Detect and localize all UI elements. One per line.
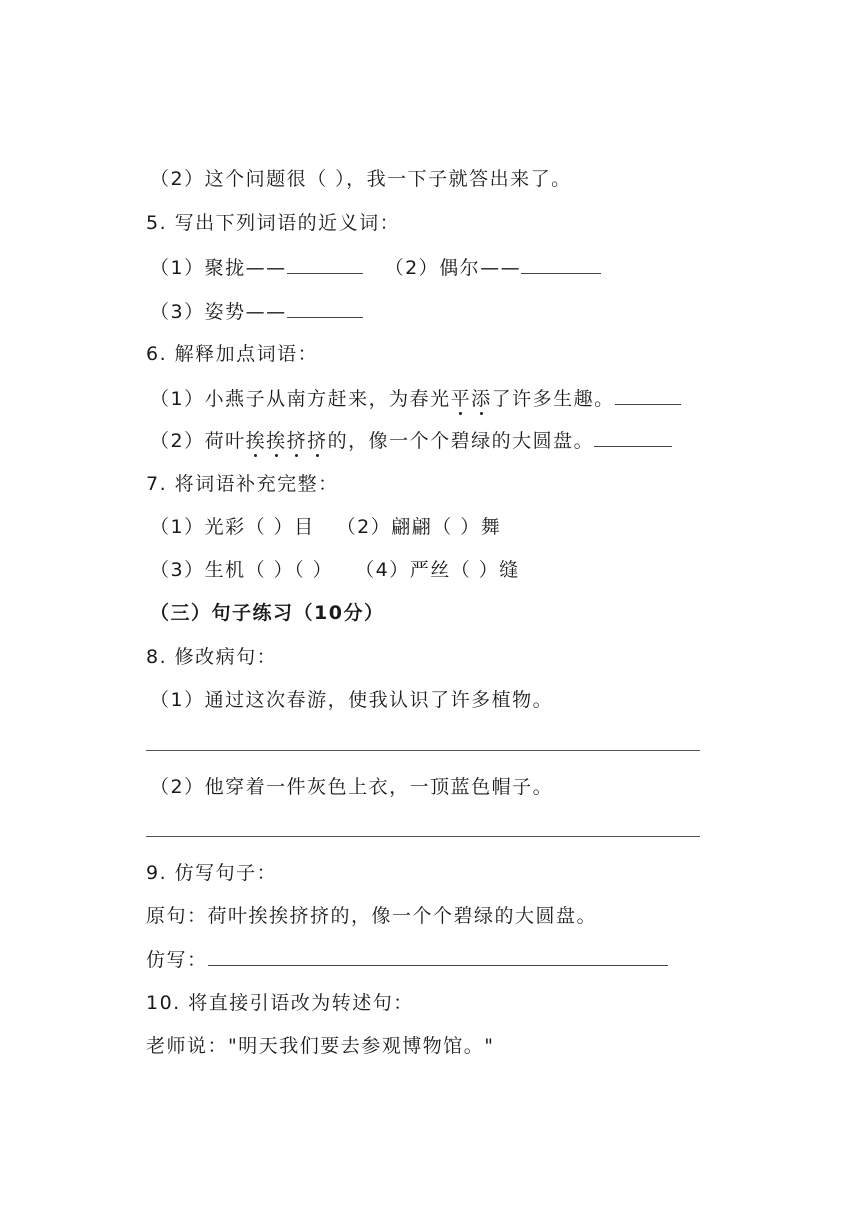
q6-item-2: [150, 428, 672, 453]
dotted-word: [451, 388, 492, 410]
q5-item-3: （3）姿势——: [150, 301, 287, 323]
answer-blank[interactable]: [615, 386, 681, 405]
answer-blank[interactable]: [287, 299, 363, 318]
dotted-char: 挨: [245, 430, 267, 452]
dotted-char: 挤: [286, 430, 308, 452]
q5-title: 5. 写出下列词语的近义词：: [146, 212, 401, 234]
q7-item-2: （2）翩翩（ ）舞: [336, 516, 502, 538]
answer-line[interactable]: [146, 836, 700, 837]
q5-item-row-1: [150, 255, 601, 280]
q7-item-3: （3）生机（ ）（ ）: [150, 559, 334, 581]
q7-item-1: （1）光彩（ ）目: [150, 516, 315, 538]
q5-item-1: （1）聚拢——: [150, 257, 287, 279]
q6-item-2-text: （2）荷叶: [150, 430, 246, 452]
q9-title: 9. 仿写句子：: [146, 862, 278, 884]
q7-row-1: [150, 515, 501, 539]
q7-row-2: [150, 558, 520, 582]
q8-title: 8. 修改病句：: [146, 646, 278, 668]
answer-blank[interactable]: [521, 255, 601, 274]
q7-item-4: （4）严丝（ ）缝: [355, 559, 520, 581]
q9-imitate-label: 仿写：: [146, 949, 208, 971]
q6-title: 6. 解释加点词语：: [146, 343, 319, 365]
q10-sentence: 老师说："明天我们要去参观博物馆。": [146, 1035, 495, 1057]
answer-blank[interactable]: [594, 428, 672, 447]
q8-item-2: （2）他穿着一件灰色上衣，一顶蓝色帽子。: [150, 776, 554, 798]
q6-item-1-text: （1）小燕子从南方赶来，为春光: [150, 388, 451, 410]
q5-item-2: （2）偶尔——: [384, 257, 522, 279]
dotted-word: [246, 430, 328, 452]
section-heading: （三）句子练习（10分）: [150, 602, 385, 624]
q4-item-2: （2）这个问题很（ ），我一下子就答出来了。: [150, 168, 572, 190]
answer-blank[interactable]: [287, 255, 363, 274]
q7-title: 7. 将词语补充完整：: [146, 473, 339, 495]
q6-item-1: [150, 386, 681, 411]
answer-blank[interactable]: [208, 947, 668, 966]
q6-item-1-text-end: 了许多生趣。: [491, 388, 615, 410]
dotted-char: 挤: [307, 430, 328, 452]
answer-line[interactable]: [146, 750, 700, 751]
q10-title: 10. 将直接引语改为转述句：: [146, 992, 414, 1014]
q6-item-2-text-end: 的，像一个个碧绿的大圆盘。: [327, 430, 595, 452]
q9-original: 原句：荷叶挨挨挤挤的，像一个个碧绿的大圆盘。: [146, 905, 598, 927]
dotted-char: 添: [471, 388, 492, 410]
dotted-char: 挨: [266, 430, 287, 452]
q5-item-row-2: [150, 299, 363, 324]
q8-item-1: （1）通过这次春游，使我认识了许多植物。: [150, 689, 554, 711]
q9-imitate-row: [146, 947, 668, 972]
dotted-char: 平: [450, 388, 472, 410]
